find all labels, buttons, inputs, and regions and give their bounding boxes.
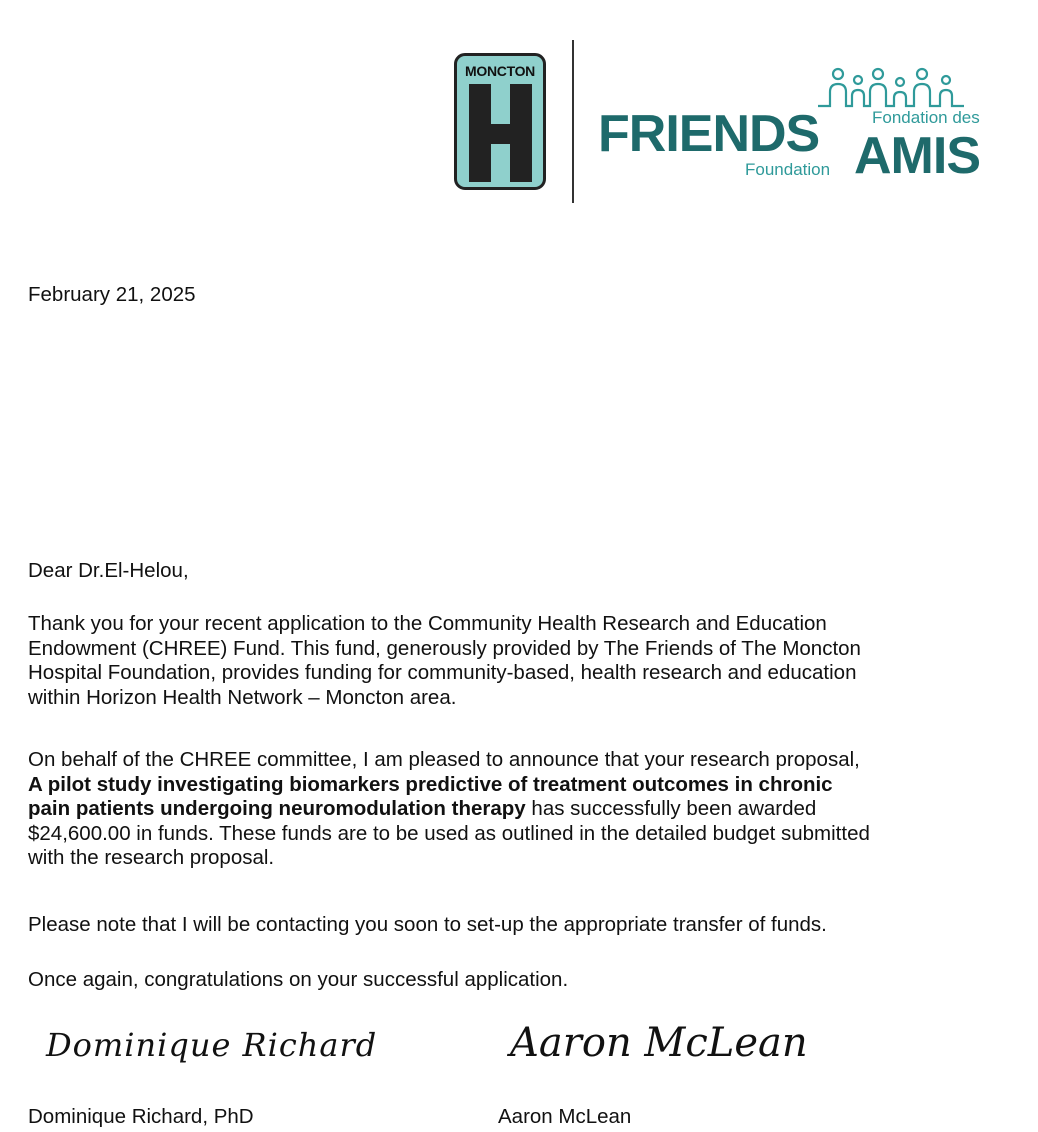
paragraph-intro [28, 612, 1028, 710]
signer-name-right: Aaron McLean [498, 1105, 632, 1128]
paragraph-line: with the research proposal. [28, 846, 275, 869]
friends-foundation-logo [594, 62, 1004, 187]
people-line-icon [816, 62, 976, 110]
proposal-title-line: pain patients undergoing neuromodulation therapy [28, 797, 526, 820]
signature-aaron-mclean: Aaron McLean [510, 1020, 808, 1066]
signer-name-left: Dominique Richard, PhD [28, 1105, 254, 1128]
logo-divider [572, 40, 574, 203]
salutation: Dear Dr.El-Helou, [28, 559, 189, 582]
letter-date: February 21, 2025 [28, 283, 196, 306]
fondation-des-text: Fondation des [872, 108, 980, 127]
redacted-address-block [30, 325, 330, 485]
foundation-text: Foundation [745, 160, 831, 179]
moncton-logo-text: MONCTON [465, 63, 535, 79]
h-logo-cross-bar [487, 124, 515, 144]
paragraph-line [28, 797, 1028, 822]
proposal-title-line: A pilot study investigating biomarkers predictive of treatment outcomes in chronic [28, 772, 833, 796]
amis-wordmark: AMIS [854, 127, 980, 185]
friends-wordmark: FRIENDS [598, 105, 820, 163]
signature-dominique-richard: Dominique Richard [46, 1026, 378, 1064]
paragraph-transfer: Please note that I will be contacting you soon to set-up the appropriate transfer of funds. [28, 913, 827, 936]
paragraph-line: Endowment (CHREE) Fund. This fund, generously provided by The Friends of The Moncton [28, 636, 861, 660]
paragraph-congratulations: Once again, congratulations on your successful application. [28, 968, 569, 991]
paragraph-award [28, 748, 1028, 871]
award-text: has successfully been awarded [525, 797, 817, 820]
paragraph-line: Hospital Foundation, provides funding for community-based, health research and education [28, 661, 857, 684]
paragraph-line: $24,600.00 in funds. These funds are to be used as outlined in the detailed budget submitted [28, 821, 870, 845]
paragraph-line: On behalf of the CHREE committee, I am pleased to announce that your research proposal, [28, 748, 860, 771]
paragraph-line: within Horizon Health Network – Moncton area. [28, 685, 457, 709]
moncton-hospital-logo [454, 53, 546, 190]
paragraph-line: Thank you for your recent application to the Community Health Research and Education [28, 612, 827, 635]
